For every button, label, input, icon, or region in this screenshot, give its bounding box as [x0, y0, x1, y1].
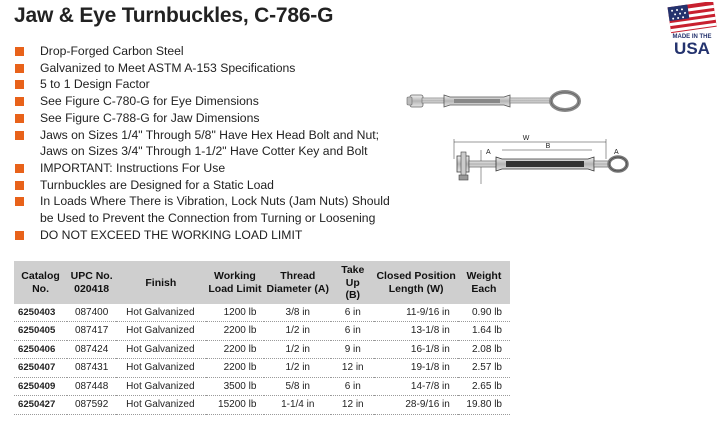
- cell-finish: Hot Galvanized: [116, 340, 205, 359]
- page-title: Jaw & Eye Turnbuckles, C-786-G: [14, 4, 334, 27]
- spec-table: [14, 261, 510, 415]
- col-header-upc: UPC No. 020418: [67, 261, 116, 304]
- cell-length: 28-9/16 in: [374, 396, 457, 415]
- cell-length: 16-1/8 in: [374, 340, 457, 359]
- cell-load-limit: 2200 lb: [206, 322, 265, 341]
- badge-line1: MADE IN THE: [672, 34, 712, 40]
- cell-take-up: 12 in: [331, 396, 374, 415]
- turnbuckle-diagram: [406, 84, 646, 194]
- cell-finish: Hot Galvanized: [116, 304, 205, 322]
- feature-item: In Loads Where There is Vibration, Lock Nuts (Jam Nuts) Should be Used to Prevent the Connection from Turning or Loosening: [14, 193, 414, 226]
- col-header-weight: Weight Each: [458, 261, 510, 304]
- col-header-length: Closed Position Length (W): [374, 261, 457, 304]
- feature-continuation: Jaws on Sizes 3/4" Through 1-1/2" Have Cotter Key and Bolt: [40, 144, 368, 159]
- cell-catalog: 6250405: [14, 322, 67, 341]
- cell-thread-diameter: 5/8 in: [264, 377, 331, 396]
- feature-continuation: be Used to Prevent the Connection from Turning or Loosening: [40, 211, 376, 226]
- bullet-square-icon: [15, 181, 24, 190]
- cell-thread-diameter: 1-1/4 in: [264, 396, 331, 415]
- cell-upc: 087592: [67, 396, 116, 415]
- cell-weight: 2.57 lb: [458, 359, 510, 378]
- turnbuckle-dimension-drawing: [454, 135, 627, 184]
- bullet-square-icon: [15, 231, 24, 240]
- cell-weight: 0.90 lb: [458, 304, 510, 322]
- feature-item: Turnbuckles are Designed for a Static Load: [14, 177, 414, 194]
- bullet-square-icon: [15, 131, 24, 140]
- feature-item: Galvanized to Meet ASTM A-153 Specifications: [14, 60, 414, 77]
- col-header-catalog: Catalog No.: [14, 261, 67, 304]
- col-header-finish: Finish: [116, 261, 205, 304]
- cell-load-limit: 2200 lb: [206, 359, 265, 378]
- cell-load-limit: 1200 lb: [206, 304, 265, 322]
- cell-upc: 087417: [67, 322, 116, 341]
- cell-length: 11-9/16 in: [374, 304, 457, 322]
- made-in-usa-badge: [666, 2, 718, 56]
- bullet-square-icon: [15, 164, 24, 173]
- cell-upc: 087448: [67, 377, 116, 396]
- dimension-a-right-label: A: [614, 149, 619, 156]
- cell-finish: Hot Galvanized: [116, 359, 205, 378]
- cell-thread-diameter: 1/2 in: [264, 322, 331, 341]
- feature-item: 5 to 1 Design Factor: [14, 76, 414, 93]
- cell-length: 19-1/8 in: [374, 359, 457, 378]
- cell-finish: Hot Galvanized: [116, 322, 205, 341]
- cell-upc: 087424: [67, 340, 116, 359]
- bullet-square-icon: [15, 47, 24, 56]
- cell-thread-diameter: 3/8 in: [264, 304, 331, 322]
- usa-flag-icon: [668, 2, 717, 33]
- feature-item: Jaws on Sizes 1/4" Through 5/8" Have Hex Head Bolt and Nut; Jaws on Sizes 3/4" Through 1-1/2" Have Cotter Key and Bolt: [14, 127, 414, 160]
- cell-catalog: 6250406: [14, 340, 67, 359]
- table-header-row: [14, 261, 510, 304]
- cell-take-up: 6 in: [331, 322, 374, 341]
- cell-thread-diameter: 1/2 in: [264, 340, 331, 359]
- feature-item: See Figure C-780-G for Eye Dimensions: [14, 93, 414, 110]
- cell-upc: 087400: [67, 304, 116, 322]
- cell-take-up: 6 in: [331, 304, 374, 322]
- feature-item: See Figure C-788-G for Jaw Dimensions: [14, 110, 414, 127]
- bullet-square-icon: [15, 80, 24, 89]
- cell-finish: Hot Galvanized: [116, 377, 205, 396]
- bullet-square-icon: [15, 97, 24, 106]
- cell-catalog: 6250409: [14, 377, 67, 396]
- turnbuckle-photo: [407, 92, 579, 110]
- col-header-load-limit: Working Load Limit: [206, 261, 265, 304]
- cell-finish: Hot Galvanized: [116, 396, 205, 415]
- table-row: [14, 322, 510, 341]
- cell-take-up: 12 in: [331, 359, 374, 378]
- bullet-square-icon: [15, 64, 24, 73]
- cell-take-up: 9 in: [331, 340, 374, 359]
- table-row: [14, 377, 510, 396]
- table-row: [14, 340, 510, 359]
- cell-length: 13-1/8 in: [374, 322, 457, 341]
- cell-load-limit: 2200 lb: [206, 340, 265, 359]
- table-row: [14, 359, 510, 378]
- bullet-square-icon: [15, 114, 24, 123]
- badge-line2: USA: [674, 39, 710, 56]
- dimension-a-left-label: A: [486, 149, 491, 156]
- cell-catalog: 6250403: [14, 304, 67, 322]
- cell-load-limit: 15200 lb: [206, 396, 265, 415]
- cell-length: 14-7/8 in: [374, 377, 457, 396]
- table-row: [14, 396, 510, 415]
- feature-item: DO NOT EXCEED THE WORKING LOAD LIMIT: [14, 227, 414, 244]
- cell-weight: 19.80 lb: [458, 396, 510, 415]
- cell-weight: 2.08 lb: [458, 340, 510, 359]
- cell-weight: 1.64 lb: [458, 322, 510, 341]
- feature-item: Drop-Forged Carbon Steel: [14, 43, 414, 60]
- bullet-square-icon: [15, 197, 24, 206]
- cell-take-up: 6 in: [331, 377, 374, 396]
- col-header-thread-diameter: Thread Diameter (A): [264, 261, 331, 304]
- cell-upc: 087431: [67, 359, 116, 378]
- cell-load-limit: 3500 lb: [206, 377, 265, 396]
- dimension-w-label: W: [522, 135, 530, 142]
- cell-thread-diameter: 1/2 in: [264, 359, 331, 378]
- feature-item: IMPORTANT: Instructions For Use: [14, 160, 414, 177]
- dimension-b-label: B: [545, 143, 551, 150]
- feature-list: [14, 43, 414, 243]
- cell-weight: 2.65 lb: [458, 377, 510, 396]
- table-row: [14, 304, 510, 322]
- cell-catalog: 6250427: [14, 396, 67, 415]
- col-header-take-up: Take Up (B): [331, 261, 374, 304]
- cell-catalog: 6250407: [14, 359, 67, 378]
